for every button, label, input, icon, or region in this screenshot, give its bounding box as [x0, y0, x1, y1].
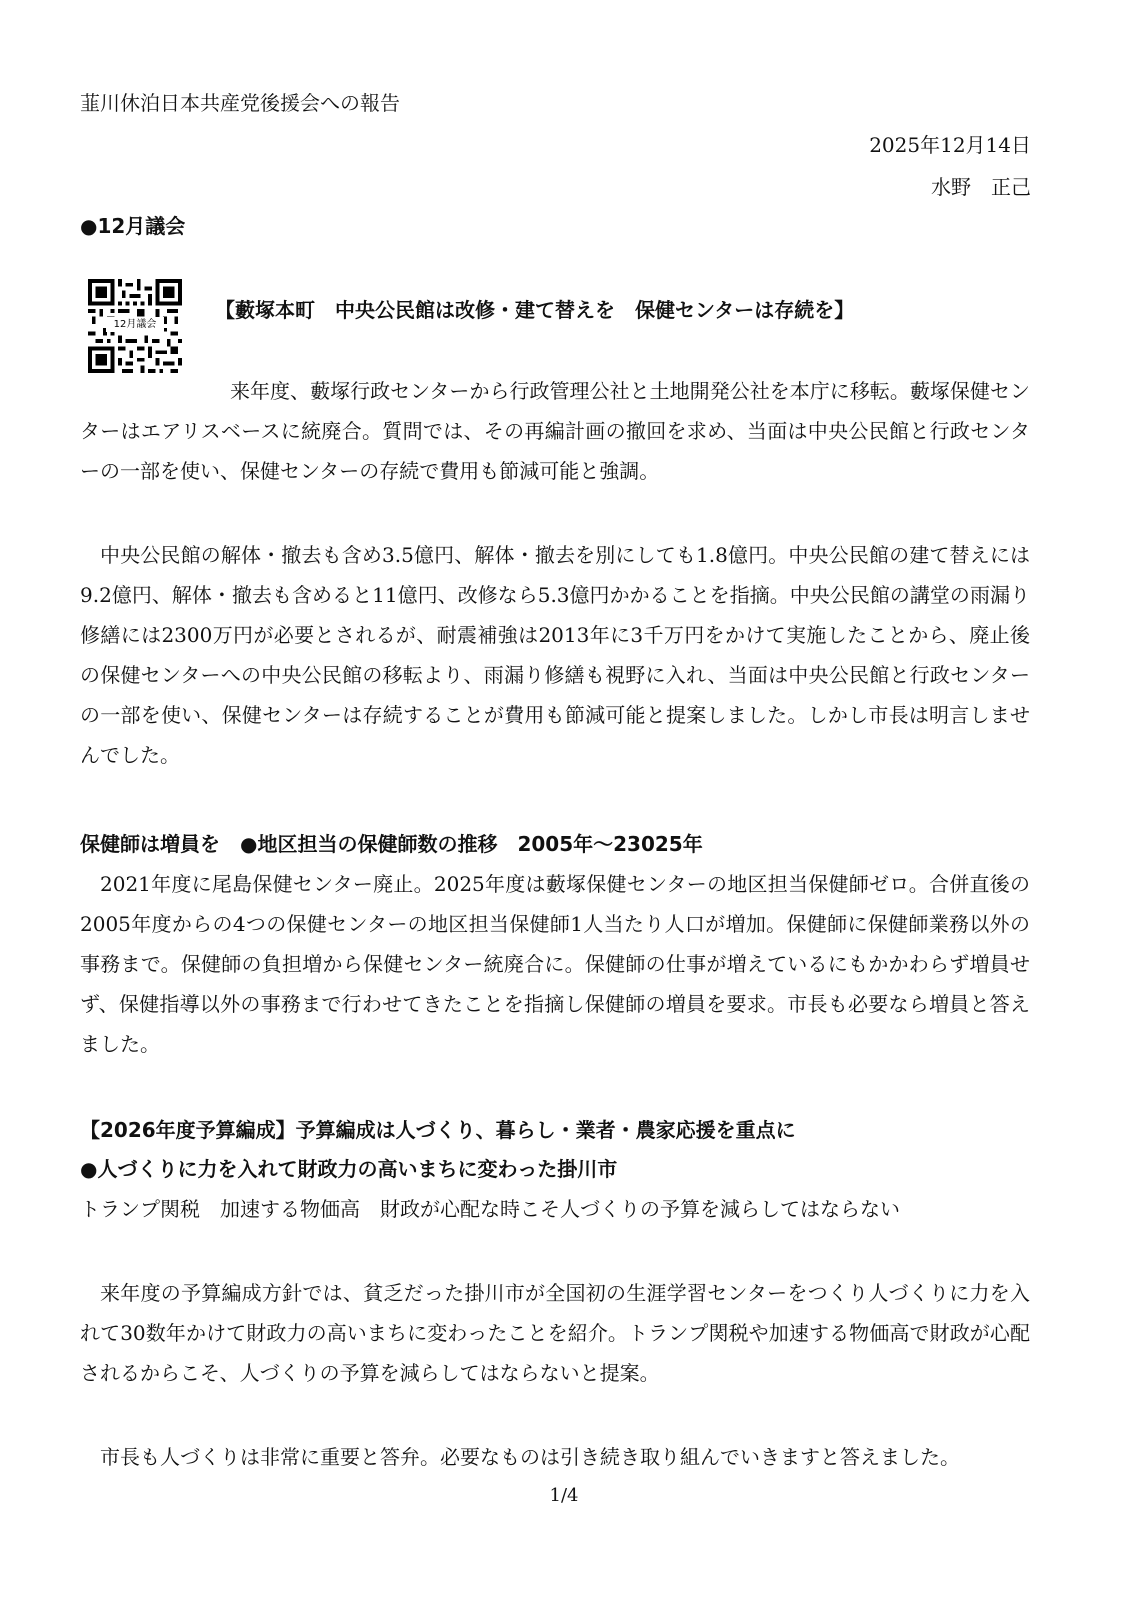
report-date: 2025年12月14日 — [869, 133, 1031, 157]
paragraph-mayor-answer: 市長も人づくりは非常に重要と答弁。必要なものは引き続き取り組んでいきますと答えました。 — [100, 1445, 960, 1469]
paragraph-relocation: 来年度、藪塚行政センターから行政管理公社と土地開発公社を本庁に移転。藪塚保健センターはエアリスベースに統廃合。質問では、その再編計画の撤回を求め、当面は中央公民館と行政センターの一部を使い、保健センターの存続で費用も節減可能と強調。 — [80, 379, 1030, 483]
paragraph-budget-policy: 来年度の予算編成方針では、貧乏だった掛川市が全国初の生涯学習センターをつくり人づくりに力を入れて30数年かけて財政力の高いまちに変わったことを紹介。トランプ関税や加速する物価高で財政が心配されるからこそ、人づくりの予算を減らしてはならないと提案。 — [80, 1281, 1030, 1385]
subheading-kakegawa: ●人づくりに力を入れて財政力の高いまちに変わった掛川市 — [80, 1157, 618, 1181]
article-title-yabuzuka: 【藪塚本町 中央公民館は改修・建て替えを 保健センターは存続を】 — [215, 298, 855, 322]
subheading-tariffs: トランプ関税 加速する物価高 財政が心配な時こそ人づくりの予算を減らしてはならない — [80, 1197, 900, 1221]
section-heading-budget-2026: 【2026年度予算編成】予算編成は人づくり、暮らし・業者・農家応援を重点に — [80, 1118, 796, 1142]
paragraph-costs: 中央公民館の解体・撤去も含め3.5億円、解体・撤去を別にしても1.8億円。中央公民館の建て替えには9.2億円、解体・撤去も含めると11億円、改修なら5.3億円かかることを指摘。中央公民館の講堂の雨漏り修繕には2300万円が必要とされるが、耐震補強は2013年に3千万円をかけて実施したことから、廃止後の保健センターへの中央公民館の移転より、雨漏り修繕も視野に入れ、当面は中央公民館と行政センターの一部を使い、保健センターは存続することが費用も節減可能と提案しました。しかし市長は明言しませんでした。 — [80, 543, 1030, 767]
section-heading-public-health-nurses: 保健師は増員を ●地区担当の保健師数の推移 2005年～23025年 — [80, 832, 703, 856]
author-name: 水野 正己 — [931, 175, 1031, 199]
qr-code-label: 12月議会 — [106, 317, 164, 332]
paragraph-public-health-nurses: 2021年度に尾島保健センター廃止。2025年度は藪塚保健センターの地区担当保健師ゼロ。合併直後の2005年度からの4つの保健センターの地区担当保健師1人当たり人口が増加。保健師に保健師業務以外の事務まで。保健師の負担増から保健センター統廃合に。保健師の仕事が増えているにもかかわらず増員せず、保健指導以外の事務まで行わせてきたことを指摘し保健師の増員を要求。市長も必要なら増員と答えました。 — [80, 872, 1030, 1056]
page-number: 1/4 — [549, 1485, 579, 1506]
section-heading-december-assembly: ●12月議会 — [80, 214, 186, 238]
addressee: 韮川休泊日本共産党後援会への報告 — [80, 91, 400, 115]
